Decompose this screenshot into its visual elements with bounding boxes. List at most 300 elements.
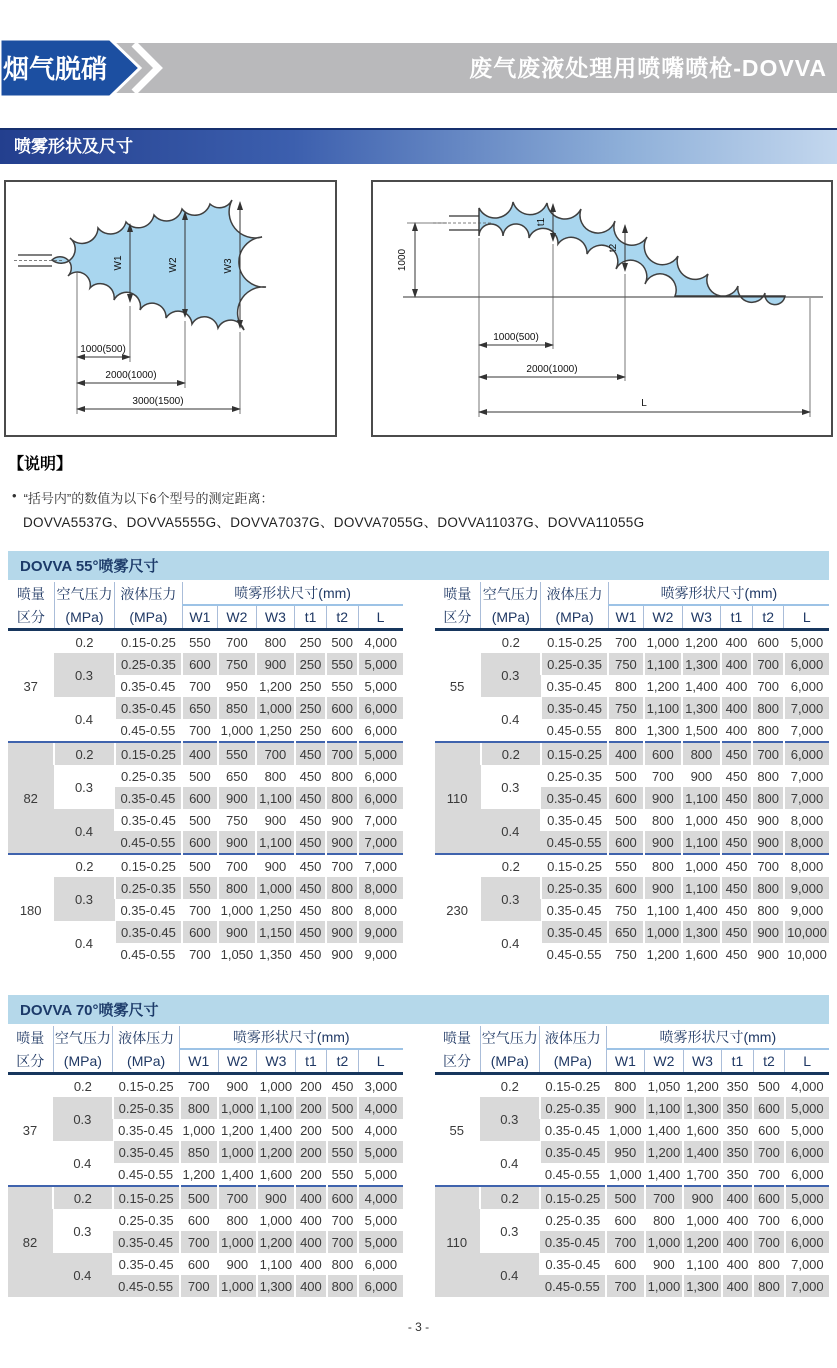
value-cell: 6,000 [784,675,829,697]
table-row [435,630,830,654]
dimensions-span-header: 喷雾形状尺寸(mm) [182,582,402,605]
table-row [8,653,403,675]
liquid-pressure-cell: 0.35-0.45 [540,1141,607,1163]
value-cell: 1,200 [683,1231,722,1253]
value-cell: 1,000 [180,1119,219,1141]
air-pressure-unit: (MPa) [54,605,114,630]
value-cell: 700 [182,899,217,921]
value-cell: 1,250 [256,899,295,921]
value-cell: 1,000 [218,1097,257,1119]
volume-cell: 180 [8,854,54,965]
value-cell: 800 [180,1097,219,1119]
value-cell: 1,000 [606,1163,645,1186]
value-cell: 700 [327,1231,359,1253]
volume-header: 喷量 [435,582,481,605]
value-cell: 500 [608,765,643,787]
value-cell: 450 [721,742,753,765]
value-cell: 1,000 [257,1209,296,1231]
w1-label: W1 [113,255,124,271]
value-cell: 350 [722,1119,754,1141]
value-cell: 5,000 [358,1141,402,1163]
section-header: 喷雾形状及尺寸 [0,128,837,164]
value-cell: 1,400 [682,675,721,697]
table-sections [0,551,837,1297]
liquid-pressure-cell: 0.35-0.45 [541,697,608,719]
value-cell: 800 [218,1209,257,1231]
value-cell: 1,100 [257,1253,296,1275]
value-cell: 700 [752,653,784,675]
value-cell: 6,000 [358,787,402,809]
value-cell: 800 [608,719,643,742]
value-cell: 1,200 [644,943,683,965]
note-bullet-line [8,488,829,507]
liquid-pressure-cell: 0.15-0.25 [113,1186,180,1209]
liquid-pressure-cell: 0.15-0.25 [115,742,183,765]
value-cell: 700 [218,854,257,877]
value-cell: 1,200 [218,1119,257,1141]
dimension-col-header: t1 [721,605,753,630]
value-cell: 250 [295,653,327,675]
liquid-pressure-cell: 0.25-0.35 [540,1209,607,1231]
value-cell: 400 [722,1231,754,1253]
dimension-col-header: t1 [295,1049,327,1074]
value-cell: 250 [295,630,327,654]
value-cell: 400 [295,1275,327,1297]
liquid-pressure-cell: 0.35-0.45 [115,921,183,943]
value-cell: 1,000 [644,921,683,943]
value-cell: 600 [753,1186,785,1209]
value-cell: 5,000 [785,1186,829,1209]
liquid-pressure-cell: 0.15-0.25 [541,742,608,765]
air-pressure-cell: 0.2 [481,854,541,877]
table-row [8,854,403,877]
distance-1-label: 1000(500) [80,344,126,355]
t1-label: t1 [536,217,547,227]
table-row [8,1186,403,1209]
tables-row [8,582,829,965]
table-row [8,809,403,831]
spray-trajectory-shape [479,202,785,305]
liquid-pressure-cell: 0.25-0.35 [113,1209,180,1231]
value-cell: 800 [752,787,784,809]
value-cell: 250 [295,675,327,697]
value-cell: 700 [753,1231,785,1253]
air-pressure-cell: 0.4 [53,1141,113,1186]
liquid-pressure-cell: 0.45-0.55 [115,831,183,854]
value-cell: 800 [218,877,257,899]
w2-label: W2 [168,257,179,273]
value-cell: 450 [295,765,327,787]
value-cell: 400 [295,1209,327,1231]
value-cell: 600 [752,630,784,654]
value-cell: 600 [608,877,643,899]
value-cell: 800 [326,899,358,921]
value-cell: 450 [721,765,753,787]
value-cell: 550 [608,854,643,877]
value-cell: 200 [295,1119,327,1141]
volume-cell: 110 [435,1186,481,1297]
value-cell: 850 [180,1141,219,1163]
spray-size-table [435,1026,830,1297]
table-row [8,1074,403,1098]
value-cell: 750 [608,697,643,719]
value-cell: 900 [606,1097,645,1119]
liquid-pressure-header: 液体压力 [540,1026,607,1049]
liquid-pressure-cell: 0.25-0.35 [541,653,608,675]
value-cell: 700 [606,1275,645,1297]
value-cell: 600 [608,787,643,809]
liquid-pressure-cell: 0.35-0.45 [541,921,608,943]
air-pressure-cell: 0.3 [480,1097,539,1141]
distance-1-label: 1000(500) [493,332,539,343]
air-pressure-header: 空气压力 [53,1026,113,1049]
liquid-pressure-cell: 0.35-0.45 [540,1119,607,1141]
value-cell: 700 [608,630,643,654]
w3-label: W3 [223,258,234,274]
liquid-pressure-cell: 0.35-0.45 [113,1231,180,1253]
table-row [435,765,830,787]
air-pressure-cell: 0.3 [53,1097,113,1141]
value-cell: 1,100 [683,1253,722,1275]
value-cell: 900 [683,1186,722,1209]
value-cell: 450 [721,854,753,877]
value-cell: 900 [256,653,295,675]
value-cell: 1,000 [645,1275,684,1297]
tables-row [8,1026,829,1297]
air-pressure-header: 空气压力 [481,582,541,605]
value-cell: 400 [721,719,753,742]
value-cell: 450 [295,809,327,831]
value-cell: 200 [295,1163,327,1186]
value-cell: 700 [644,765,683,787]
value-cell: 1,100 [644,697,683,719]
dimension-col-header: W3 [257,1049,296,1074]
liquid-pressure-cell: 0.35-0.45 [540,1231,607,1253]
liquid-pressure-cell: 0.45-0.55 [541,943,608,965]
dimension-col-header: W1 [608,605,643,630]
air-pressure-cell: 0.2 [53,1074,113,1098]
value-cell: 450 [295,831,327,854]
value-cell: 450 [721,809,753,831]
value-cell: 450 [721,877,753,899]
value-cell: 800 [606,1074,645,1098]
value-cell: 700 [645,1186,684,1209]
table-row [435,809,830,831]
value-cell: 9,000 [358,943,402,965]
value-cell: 5,000 [358,1163,402,1186]
value-cell: 400 [721,630,753,654]
value-cell: 4,000 [358,1186,402,1209]
t2-label: t2 [608,243,619,253]
value-cell: 400 [722,1186,754,1209]
value-cell: 6,000 [358,765,402,787]
value-cell: 800 [256,765,295,787]
liquid-pressure-cell: 0.35-0.45 [540,1253,607,1275]
value-cell: 1,600 [682,943,721,965]
value-cell: 1,000 [218,1141,257,1163]
value-cell: 900 [326,831,358,854]
air-pressure-cell: 0.2 [480,1074,539,1098]
air-pressure-cell: 0.4 [480,1141,539,1186]
value-cell: 9,000 [784,899,829,921]
note-model-list: DOVVA5537G、DOVVA5555G、DOVVA7037G、DOVVA7055G、DOVVA11037G、DOVVA11055G [23,515,645,530]
value-cell: 600 [182,787,217,809]
value-cell: 9,000 [784,877,829,899]
dimension-col-header: t2 [753,1049,785,1074]
value-cell: 800 [326,787,358,809]
dimension-col-header: W2 [218,605,257,630]
liquid-pressure-header: 液体压力 [541,582,608,605]
value-cell: 1,600 [683,1119,722,1141]
distance-2-label: 2000(1000) [526,364,578,375]
table-row [435,854,830,877]
value-cell: 250 [295,697,327,719]
volume-cell: 37 [8,630,54,743]
air-pressure-header: 空气压力 [54,582,114,605]
value-cell: 6,000 [358,1253,402,1275]
air-pressure-cell: 0.4 [480,1253,539,1297]
table-row [435,697,830,719]
page-title: 废气废液处理用喷嘴喷枪-DOVVA [469,55,827,81]
value-cell: 700 [182,943,217,965]
value-cell: 1,100 [644,653,683,675]
distance-3-label: 3000(1500) [132,396,184,407]
value-cell: 7,000 [358,831,402,854]
value-cell: 950 [218,675,257,697]
value-cell: 7,000 [784,697,829,719]
value-cell: 700 [753,1163,785,1186]
volume-header-line2: 区分 [8,1049,53,1074]
value-cell: 800 [256,630,295,654]
value-cell: 1,000 [257,1074,296,1098]
value-cell: 450 [721,943,753,965]
value-cell: 6,000 [358,719,402,742]
value-cell: 350 [722,1074,754,1098]
air-pressure-cell: 0.2 [53,1186,113,1209]
volume-cell: 82 [8,742,54,854]
air-pressure-cell: 0.2 [481,742,541,765]
value-cell: 800 [752,899,784,921]
value-cell: 5,000 [358,1209,402,1231]
value-cell: 6,000 [785,1163,829,1186]
liquid-pressure-cell: 0.45-0.55 [540,1275,607,1297]
value-cell: 950 [606,1141,645,1163]
value-cell: 1,100 [256,787,295,809]
value-cell: 7,000 [785,1253,829,1275]
liquid-pressure-cell: 0.35-0.45 [115,787,183,809]
value-cell: 6,000 [784,653,829,675]
value-cell: 500 [327,1097,359,1119]
value-cell: 900 [218,787,257,809]
value-cell: 800 [752,719,784,742]
value-cell: 400 [722,1253,754,1275]
dimension-col-header: W3 [256,605,295,630]
notes-title: 【说明】 [8,456,73,473]
value-cell: 700 [180,1074,219,1098]
value-cell: 400 [608,742,643,765]
value-cell: 1,100 [682,831,721,854]
volume-header: 喷量 [435,1026,481,1049]
value-cell: 3,000 [358,1074,402,1098]
value-cell: 5,000 [358,675,402,697]
spray-trajectory-diagram [371,180,833,437]
table-row [435,1141,830,1163]
value-cell: 1,000 [606,1119,645,1141]
value-cell: 700 [327,1209,359,1231]
value-cell: 850 [218,697,257,719]
dimension-col-header: W2 [218,1049,257,1074]
dimension-col-header: W2 [644,605,683,630]
value-cell: 6,000 [358,697,402,719]
notes-block [0,451,837,531]
value-cell: 1,400 [257,1119,296,1141]
air-pressure-cell: 0.4 [481,697,541,742]
value-cell: 1,050 [645,1074,684,1098]
value-cell: 800 [608,675,643,697]
value-cell: 1,000 [256,697,295,719]
value-cell: 450 [295,943,327,965]
dimension-col-header: W1 [180,1049,219,1074]
liquid-pressure-cell: 0.25-0.35 [541,765,608,787]
value-cell: 600 [606,1209,645,1231]
diagram-row [0,180,837,437]
value-cell: 1,150 [256,921,295,943]
category-badge [0,36,170,100]
table-row [435,1074,830,1098]
table-row [435,1186,830,1209]
liquid-pressure-cell: 0.15-0.25 [541,630,608,654]
value-cell: 400 [722,1275,754,1297]
value-cell: 800 [644,854,683,877]
value-cell: 600 [182,921,217,943]
value-cell: 900 [218,1253,257,1275]
air-pressure-cell: 0.3 [480,1209,539,1253]
liquid-pressure-cell: 0.35-0.45 [115,697,183,719]
table-section [8,551,829,965]
liquid-pressure-unit: (MPa) [541,605,608,630]
value-cell: 200 [295,1141,327,1163]
air-pressure-unit: (MPa) [480,1049,539,1074]
value-cell: 1,300 [682,697,721,719]
value-cell: 600 [606,1253,645,1275]
liquid-pressure-cell: 0.15-0.25 [115,854,183,877]
value-cell: 1,200 [257,1141,296,1163]
value-cell: 8,000 [358,877,402,899]
dimension-col-header: t2 [326,605,358,630]
value-cell: 1,000 [682,854,721,877]
value-cell: 6,000 [358,1275,402,1297]
table-row [8,1097,403,1119]
liquid-pressure-unit: (MPa) [540,1049,607,1074]
value-cell: 800 [753,1275,785,1297]
liquid-pressure-header: 液体压力 [115,582,183,605]
spray-size-table [8,582,403,965]
value-cell: 700 [753,1141,785,1163]
value-cell: 1,400 [682,899,721,921]
value-cell: 700 [326,742,358,765]
value-cell: 700 [218,630,257,654]
value-cell: 650 [608,921,643,943]
value-cell: 400 [721,653,753,675]
value-cell: 4,000 [785,1074,829,1098]
value-cell: 7,000 [358,854,402,877]
value-cell: 1,350 [256,943,295,965]
liquid-pressure-cell: 0.15-0.25 [540,1074,607,1098]
air-pressure-cell: 0.2 [480,1186,539,1209]
value-cell: 400 [721,675,753,697]
value-cell: 750 [608,653,643,675]
dimension-col-header: L [358,1049,402,1074]
value-cell: 500 [182,765,217,787]
value-cell: 1,400 [218,1163,257,1186]
dimensions-span-header: 喷雾形状尺寸(mm) [180,1026,403,1049]
value-cell: 900 [256,854,295,877]
liquid-pressure-cell: 0.35-0.45 [541,899,608,921]
air-pressure-cell: 0.2 [54,854,114,877]
dimension-col-header: t1 [295,605,327,630]
value-cell: 900 [218,1074,257,1098]
table-row [8,630,403,654]
value-cell: 1,100 [682,877,721,899]
value-cell: 700 [753,1209,785,1231]
liquid-pressure-header: 液体压力 [113,1026,180,1049]
value-cell: 1,000 [218,899,257,921]
dimension-col-header: L [784,605,829,630]
air-pressure-cell: 0.2 [54,630,114,654]
value-cell: 700 [752,742,784,765]
distance-2-label: 2000(1000) [105,370,157,381]
value-cell: 700 [752,854,784,877]
value-cell: 600 [327,1186,359,1209]
value-cell: 600 [644,742,683,765]
value-cell: 600 [753,1119,785,1141]
value-cell: 500 [180,1186,219,1209]
value-cell: 1,200 [682,630,721,654]
value-cell: 1,200 [257,1231,296,1253]
dimension-col-header: W1 [182,605,217,630]
table-row [8,1141,403,1163]
air-pressure-cell: 0.4 [481,921,541,965]
table-row [8,877,403,899]
value-cell: 1,300 [683,1275,722,1297]
value-cell: 1,000 [218,719,257,742]
volume-header: 喷量 [8,1026,53,1049]
value-cell: 800 [327,1275,359,1297]
length-L-label: L [641,398,647,409]
height-1000-label: 1000 [397,248,408,272]
liquid-pressure-cell: 0.35-0.45 [541,787,608,809]
value-cell: 8,000 [784,854,829,877]
value-cell: 4,000 [358,1119,402,1141]
value-cell: 550 [326,675,358,697]
liquid-pressure-cell: 0.15-0.25 [113,1074,180,1098]
liquid-pressure-cell: 0.25-0.35 [115,877,183,899]
value-cell: 900 [326,943,358,965]
value-cell: 1,400 [645,1119,684,1141]
value-cell: 1,300 [257,1275,296,1297]
value-cell: 400 [295,1253,327,1275]
table-row [435,921,830,943]
table-row [435,1209,830,1231]
value-cell: 800 [752,765,784,787]
liquid-pressure-unit: (MPa) [115,605,183,630]
value-cell: 6,000 [785,1209,829,1231]
liquid-pressure-cell: 0.25-0.35 [115,765,183,787]
value-cell: 1,200 [683,1074,722,1098]
value-cell: 800 [644,809,683,831]
table-row [435,653,830,675]
air-pressure-header: 空气压力 [480,1026,539,1049]
